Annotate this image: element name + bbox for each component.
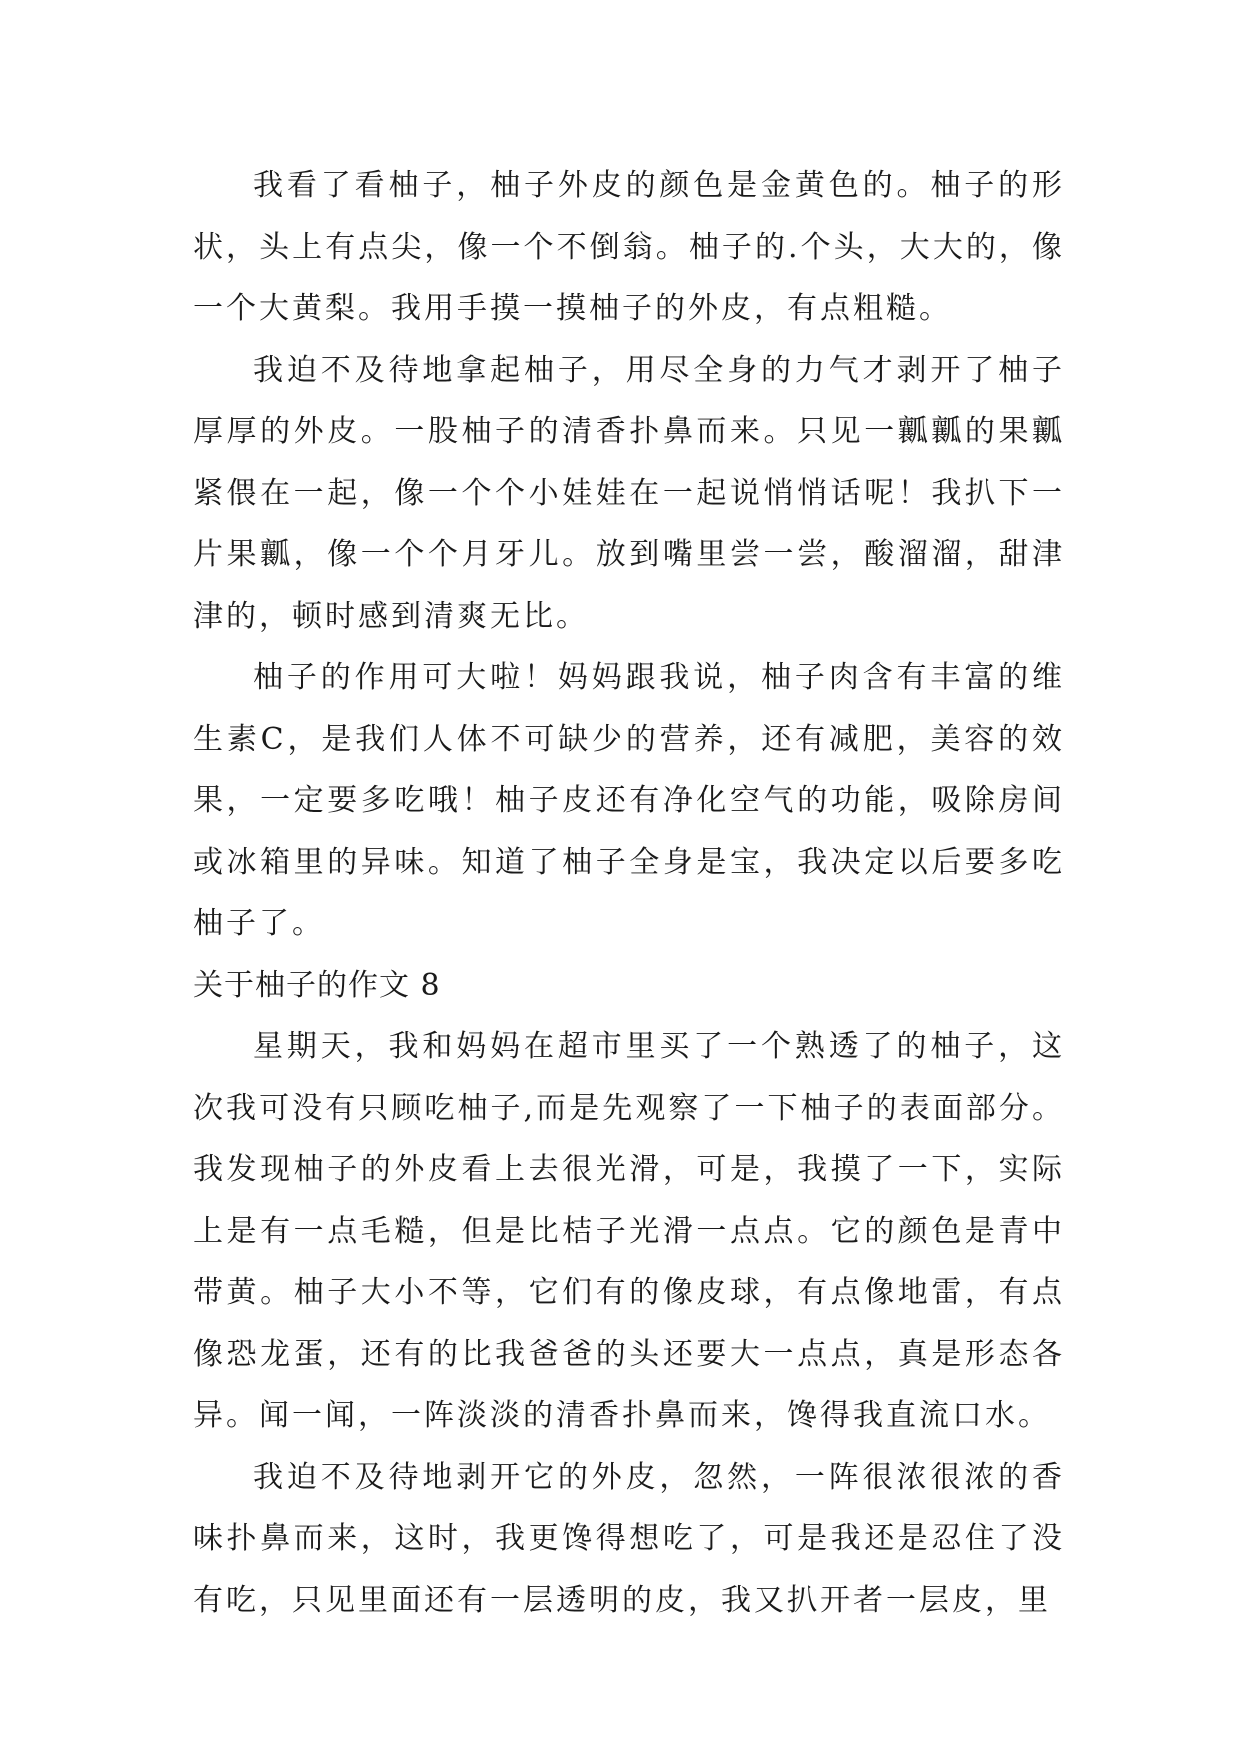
paragraph-5: 我迫不及待地剥开它的外皮，忽然，一阵很浓很浓的香味扑鼻而来，这时，我更馋得想吃了，可是我还是忍住了没有吃，只见里面还有一层透明的皮，我又扒开者一层皮，里 <box>193 1459 1065 1618</box>
paragraph-4: 星期天，我和妈妈在超市里买了一个熟透了的柚子，这次我可没有只顾吃柚子,而是先观察了一下柚子的表面部分。我发现柚子的外皮看上去很光滑，可是，我摸了一下，实际上是有一点毛糙，但是比桔子光滑一点点。它的颜色是青中带黄。柚子大小不等，它们有的像皮球，有点像地雷，有点像恐龙蛋，还有的比我爸爸的头还要大一点点，真是形态各异。闻一闻，一阵淡淡的清香扑鼻而来，馋得我直流口水。 <box>193 1029 1065 1433</box>
section-heading: 关于柚子的作文 8 <box>193 967 441 1003</box>
paragraph-3: 柚子的作用可大啦！妈妈跟我说，柚子肉含有丰富的维生素C，是我们人体不可缺少的营养，还有减肥，美容的效果，一定要多吃哦！柚子皮还有净化空气的功能，吸除房间或冰箱里的异味。知道了柚子全身是宝，我决定以后要多吃柚子了。 <box>193 660 1065 941</box>
paragraph-2: 我迫不及待地拿起柚子，用尽全身的力气才剥开了柚子厚厚的外皮。一股柚子的清香扑鼻而来。只见一瓤瓤的果瓤紧偎在一起，像一个个小娃娃在一起说悄悄话呢！我扒下一片果瓤，像一个个月牙儿。放到嘴里尝一尝，酸溜溜，甜津津的，顿时感到清爽无比。 <box>193 352 1065 634</box>
document-body <box>193 155 1065 1631</box>
paragraph-1: 我看了看柚子，柚子外皮的颜色是金黄色的。柚子的形状，头上有点尖，像一个不倒翁。柚子的.个头，大大的，像一个大黄梨。我用手摸一摸柚子的外皮，有点粗糙。 <box>193 168 1065 326</box>
